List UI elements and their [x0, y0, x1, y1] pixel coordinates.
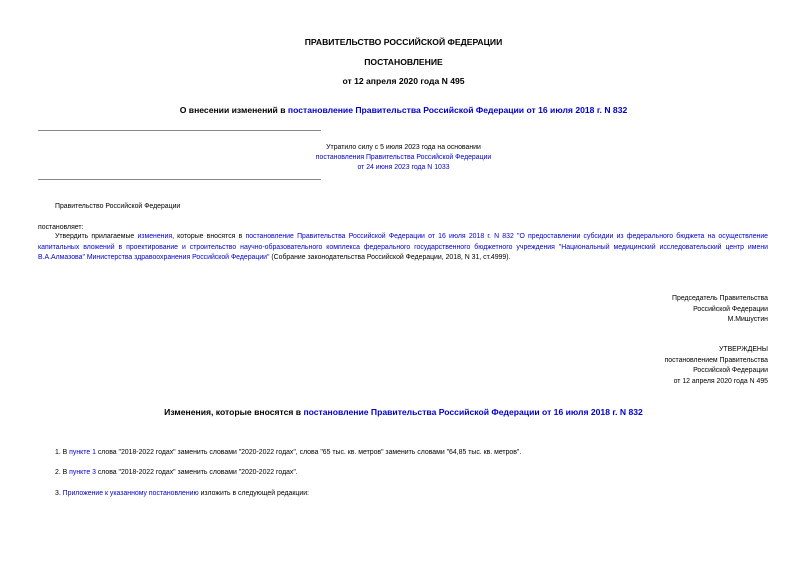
signature-block — [672, 294, 768, 326]
item-2-link[interactable]: пункте 3 — [69, 469, 96, 476]
main-paragraph-end: (Собрание законодательства Российской Федерации, 2018, N 31, ст.4999). — [269, 254, 511, 261]
approval-line3: Российской Федерации — [693, 367, 768, 374]
approval-block — [665, 345, 769, 387]
list-item — [55, 468, 298, 479]
document-title-prefix: О внесении изменений в — [179, 105, 288, 115]
list-item — [55, 448, 521, 459]
item-1-link[interactable]: пункте 1 — [69, 449, 96, 456]
item-3-link[interactable]: Приложение к указанному постановлению — [62, 490, 199, 497]
signature-line1: Председатель Правительства — [672, 295, 768, 302]
approval-line1: УТВЕРЖДЕНЫ — [719, 346, 768, 353]
item-1-text: слова "2018-2022 годах" заменить словами "2020-2022 годах", слова "65 тыс. кв. метров" заменить словами "64,85 тыс. кв. метров". — [95, 449, 522, 456]
decree-832-link[interactable]: постановление Правительства Российской Федерации от 16 июля 2018 г. N 832 — [287, 105, 628, 115]
approval-line2: постановлением Правительства — [664, 356, 768, 364]
main-paragraph-start: Утвердить прилагаемые — [55, 233, 138, 240]
decree-word: постановляет: — [38, 224, 84, 231]
signature-line2: Российской Федерации — [693, 305, 768, 313]
item-2-text: слова "2018-2022 годах" заменить словами "2020-2022 годах". — [95, 469, 298, 476]
changes-title-decree-link[interactable]: постановление Правительства Российской Федерации от 16 июля 2018 г. N 832 — [303, 407, 643, 417]
item-1-number: 1. В — [55, 449, 70, 456]
document-date-number: от 12 апреля 2020 года N 495 — [342, 76, 465, 86]
decree-832-full-link-title: постановление Правительства Российской Федерации от 16 июля 2018 г. N 832 — [245, 233, 514, 240]
divider-top — [38, 130, 321, 131]
issuer-text: Правительство Российской Федерации — [55, 203, 181, 210]
repeal-decree-link-line1[interactable]: постановления Правительства Российской Федерации — [315, 154, 492, 161]
changes-link[interactable]: изменения — [137, 233, 173, 240]
repeal-decree-link-line2[interactable]: от 24 июня 2023 года N 1033 — [357, 164, 450, 171]
item-3-text: изложить в следующей редакции: — [198, 490, 309, 497]
changes-title — [0, 407, 807, 417]
status-note-line2 — [0, 153, 807, 164]
main-paragraph — [38, 232, 768, 264]
government-heading: ПРАВИТЕЛЬСТВО РОССИЙСКОЙ ФЕДЕРАЦИИ — [304, 37, 503, 47]
signature-line3: М.Мишустин — [727, 316, 768, 323]
changes-title-prefix: Изменения, которые вносятся в — [164, 407, 304, 417]
status-note-line3 — [0, 163, 807, 174]
approval-line4: от 12 апреля 2020 года N 495 — [673, 377, 768, 385]
list-item — [55, 489, 309, 500]
status-note-line1: Утратило силу с 5 июля 2023 года на основании — [326, 144, 481, 151]
item-3-number: 3. — [55, 490, 63, 497]
document-title — [0, 105, 807, 115]
decree-832-full-link-subject: "О предоставлении субсидии из федерального бюджета на осуществление капитальных вложений в проектирование и строительство научно-образовательного комплекса федерального государственного бюджетного учреждения "Национальный медицинский исследовательский центр имени В.А.Алмазова" Министерства здравоохранения Российской Федерации" — [38, 233, 769, 261]
main-paragraph-mid1: , которые вносятся в — [172, 233, 246, 240]
item-2-number: 2. В — [55, 469, 70, 476]
document-type-heading: ПОСТАНОВЛЕНИЕ — [364, 57, 443, 67]
divider-bottom — [38, 179, 321, 180]
